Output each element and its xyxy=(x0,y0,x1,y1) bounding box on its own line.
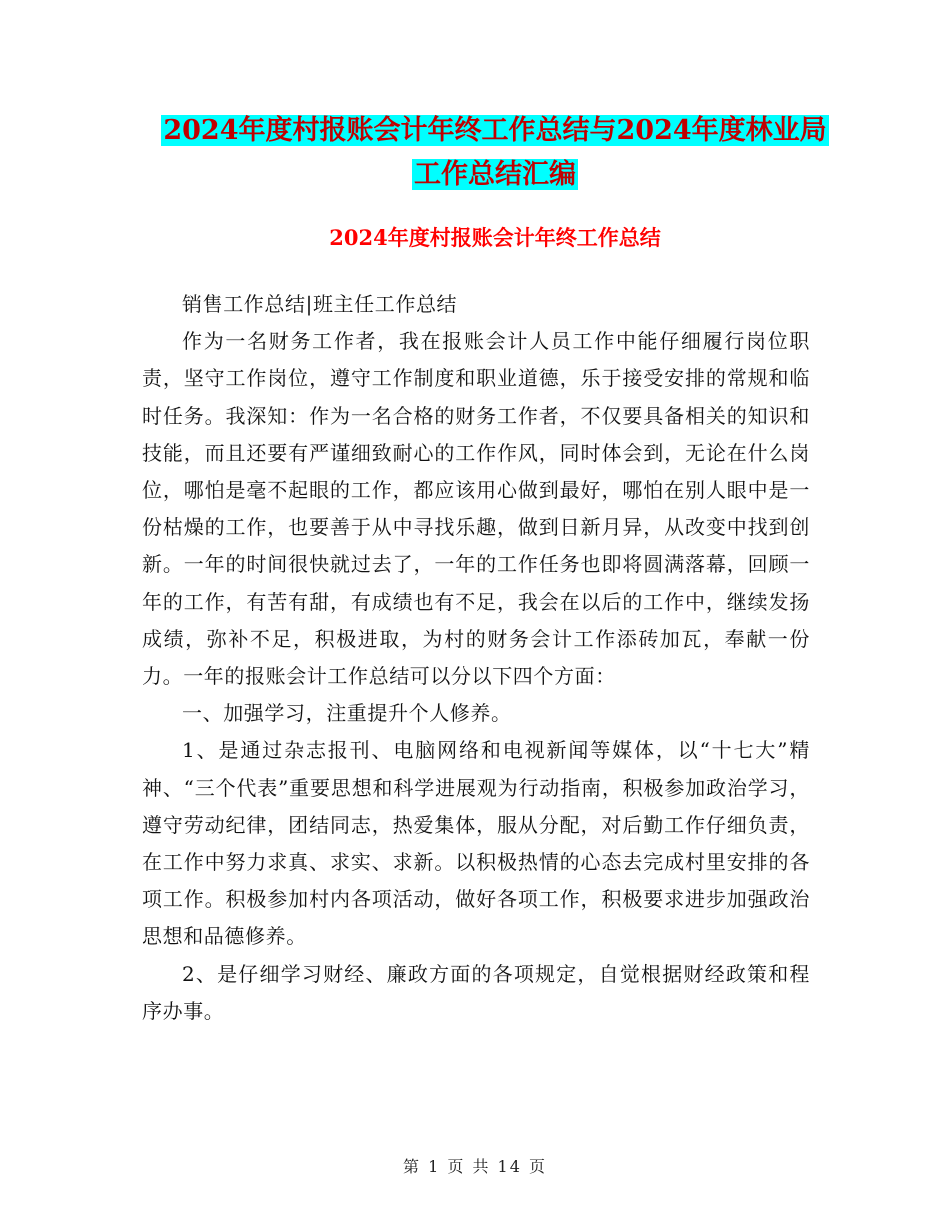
paragraph: 作为一名财务工作者，我在报账会计人员工作中能仔细履行岗位职责，坚守工作岗位，遵守工作制度和职业道德，乐于接受安排的常规和临时任务。我深知：作为一名合格的财务工作者，不仅要具备相关的知识和技能，而且还要有严谨细致耐心的工作作风，同时体会到，无论在什么岗位，哪怕是毫不起眼的工作，都应该用心做到最好，哪怕在别人眼中是一份枯燥的工作，也要善于从中寻找乐趣，做到日新月异，从改变中找到创新。一年的时间很快就过去了，一年的工作任务也即将圆满落幕，回顾一年的工作，有苦有甜，有成绩也有不足，我会在以后的工作中，继续发扬成绩，弥补不足，积极进取，为村的财务会计工作添砖加瓦，奉献一份力。一年的报账会计工作总结可以分以下四个方面： xyxy=(142,329,810,689)
section-title: 2024年度村报账会计年终工作总结 xyxy=(329,225,661,250)
title-highlight: 工作总结汇编 xyxy=(414,159,576,190)
page-footer: 第 1 页 共 14 页 xyxy=(403,1157,547,1176)
paragraph: 2、是仔细学习财经、廉政方面的各项规定，自觉根据财经政策和程序办事。 xyxy=(142,961,810,1023)
body-text xyxy=(142,286,810,1030)
document-title-line-2 xyxy=(140,154,850,196)
document-title-line-1 xyxy=(140,110,850,152)
title-highlight: 2024年度村报账会计年终工作总结与2024年度林业局 xyxy=(163,115,827,146)
paragraph: 一、加强学习，注重提升个人修养。 xyxy=(182,701,512,726)
paragraph: 销售工作总结|班主任工作总结 xyxy=(182,292,458,316)
paragraph: 1、是通过杂志报刊、电脑网络和电视新闻等媒体，以“十七大”精神、“三个代表”重要思想和科学进展观为行动指南，积极参加政治学习，遵守劳动纪律，团结同志，热爱集体，服从分配，对后勤工作仔细负责，在工作中努力求真、求实、求新。以积极热情的心态去完成村里安排的各项工作。积极参加村内各项活动，做好各项工作，积极要求进步加强政治思想和品德修养。 xyxy=(142,738,810,949)
